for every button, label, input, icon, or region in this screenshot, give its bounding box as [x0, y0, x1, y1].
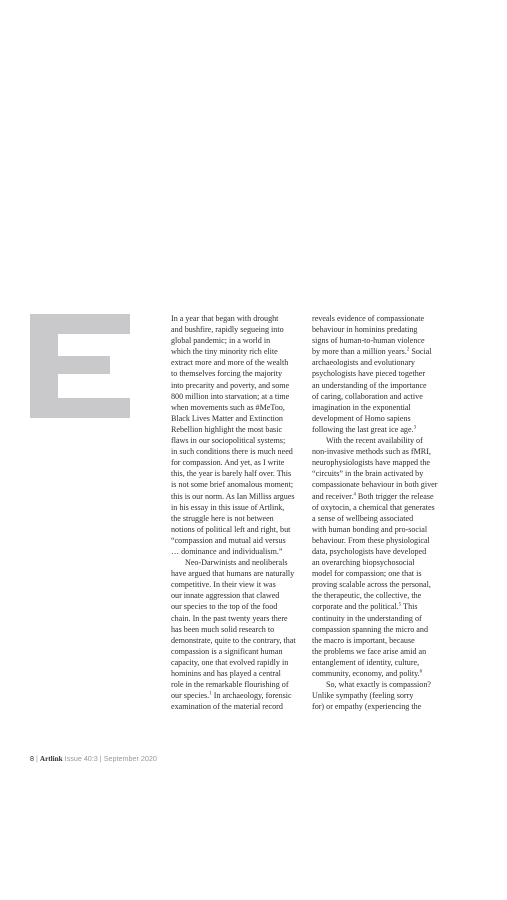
footnote-ref: 1 [209, 691, 212, 697]
text-line: for compassion. And yet, as I write [171, 458, 285, 468]
text-line: the struggle here is not between [171, 513, 274, 523]
text-line: an overarching biopsychosocial [312, 558, 415, 568]
text-line: community, economy, and polity.$^6$ [312, 669, 423, 678]
page-number: 8 [30, 754, 34, 763]
text-line: by more than a million years.$^2$ Social [312, 347, 432, 357]
text-line: demonstrate, quite to the contrary, that [171, 635, 296, 645]
article-column-left [171, 313, 302, 712]
footnote-ref: 2 [406, 347, 410, 353]
text-line: which the tiny minority rich elite [171, 347, 278, 357]
text-line: role in the remarkable flourishing of [171, 680, 289, 690]
magazine-name: Artlink [39, 755, 63, 763]
issue-date: September 2020 [103, 754, 157, 763]
text-line: flaws in our sociopolitical systems; [171, 436, 286, 446]
text-line: behaviour in hominins predating [312, 325, 418, 335]
text-line: psychologists have pieced together [312, 369, 426, 379]
text-line: when movements such as #MeToo, [171, 402, 285, 412]
text-line: With the recent availability of [326, 436, 423, 446]
text-line: … dominance and individualism.” [171, 546, 283, 556]
text-line: Rebellion highlight the most basic [171, 424, 283, 434]
text-line: Unlike sympathy (feeling sorry [312, 691, 414, 701]
footer-separator: | [97, 754, 104, 763]
text-line: development of Homo sapiens [312, 413, 411, 423]
text-line: this, the year is barely half over. This [171, 469, 292, 479]
text-line: global pandemic; in a world in [171, 336, 271, 346]
text-line: a sense of wellbeing associated [312, 513, 414, 523]
footnote-ref: 5 [398, 602, 402, 608]
text-line: capacity, one that evolved rapidly in [171, 657, 289, 667]
text-line: proving scalable across the personal, [312, 580, 431, 590]
text-line: behaviour. From these physiological [312, 535, 430, 545]
text-line: archaeologists and evolutionary [312, 358, 415, 368]
text-line: of oxytocin, a chemical that generates [312, 502, 435, 512]
text-line: reveals evidence of compassionate [312, 314, 425, 323]
footnote-ref: 6 [419, 669, 423, 675]
text-line: and bushfire, rapidly segueing into [171, 325, 284, 335]
text-line: extract more and more of the wealth [171, 358, 289, 368]
text-line: our species to the top of the food [171, 602, 278, 612]
text-line: model for compassion; one that is [312, 569, 422, 579]
text-line: entanglement of identity, culture, [312, 657, 420, 667]
text-line: compassion spanning the micro and [312, 624, 428, 634]
text-line: into precarity and poverty, and some [171, 380, 290, 390]
issue-number: Issue 40:3 [62, 754, 98, 763]
text-line: the therapeutic, the collective, the [312, 591, 422, 601]
text-line: has been much solid research to [171, 624, 275, 634]
text-line: for) or empathy (experiencing the [312, 702, 422, 712]
text-line: and receiver.$^4$ Both trigger the release [312, 491, 434, 501]
text-line: neurophysiologists have mapped the [312, 458, 431, 468]
text-line: non-invasive methods such as fMRI, [312, 447, 431, 457]
text-line: is not some brief anomalous moment; [171, 480, 294, 490]
text-line: “circuits” in the brain activated by [312, 469, 424, 479]
text-line: in such conditions there is much need [171, 447, 293, 457]
text-line: our innate aggression that clawed [171, 591, 280, 601]
text-line: So, what exactly is compassion? [326, 680, 431, 690]
text-line: “compassion and mutual aid versus [171, 535, 286, 545]
text-line: have argued that humans are naturally [171, 569, 295, 579]
text-line: of caring, collaboration and active [312, 391, 423, 401]
text-line: continuity in the understanding of [312, 613, 422, 623]
footnote-ref: 4 [353, 491, 356, 497]
text-line: with human bonding and pro-social [312, 524, 428, 534]
drop-cap-letter-e [30, 314, 130, 418]
text-line: examination of the material record [171, 702, 283, 712]
text-line: imagination in the exponential [312, 402, 411, 412]
page-footer [30, 754, 157, 764]
text-line: hominins and has played a central [171, 669, 281, 678]
text-line: corporate and the political.$^5$ This [312, 602, 418, 612]
text-line: In a year that began with drought [171, 314, 279, 323]
text-line: in his essay in this issue of Artlink, [171, 502, 285, 512]
article-column-right [312, 313, 444, 712]
text-line: data, psychologists have developed [312, 546, 427, 556]
text-line: the problems we face arise amid an [312, 646, 427, 656]
footnote-ref: 3 [413, 425, 417, 431]
text-line: notions of political left and right, but [171, 524, 291, 534]
text-line: Neo-Darwinists and neoliberals [185, 558, 288, 568]
text-line: the macro is important, because [312, 635, 415, 645]
text-line: Black Lives Matter and Extinction [171, 413, 283, 423]
footer-separator: | [34, 754, 40, 763]
text-line: signs of human-to-human violence [312, 336, 425, 346]
text-line: this is our norm. As Ian Milliss argues [171, 491, 295, 501]
text-line: 800 million into starvation; at a time [171, 391, 290, 401]
text-line: following the last great ice age.$^3$ [312, 424, 417, 434]
text-line: compassionate behaviour in both giver [312, 480, 438, 490]
text-line: compassion is a significant human [171, 646, 283, 656]
text-line: chain. In the past twenty years there [171, 613, 288, 623]
text-line: our species.$^1$ In archaeology, forensic [171, 691, 292, 701]
text-line: competitive. In their view it was [171, 580, 276, 590]
text-line: to themselves forcing the majority [171, 369, 283, 379]
text-line: an understanding of the importance [312, 380, 427, 390]
